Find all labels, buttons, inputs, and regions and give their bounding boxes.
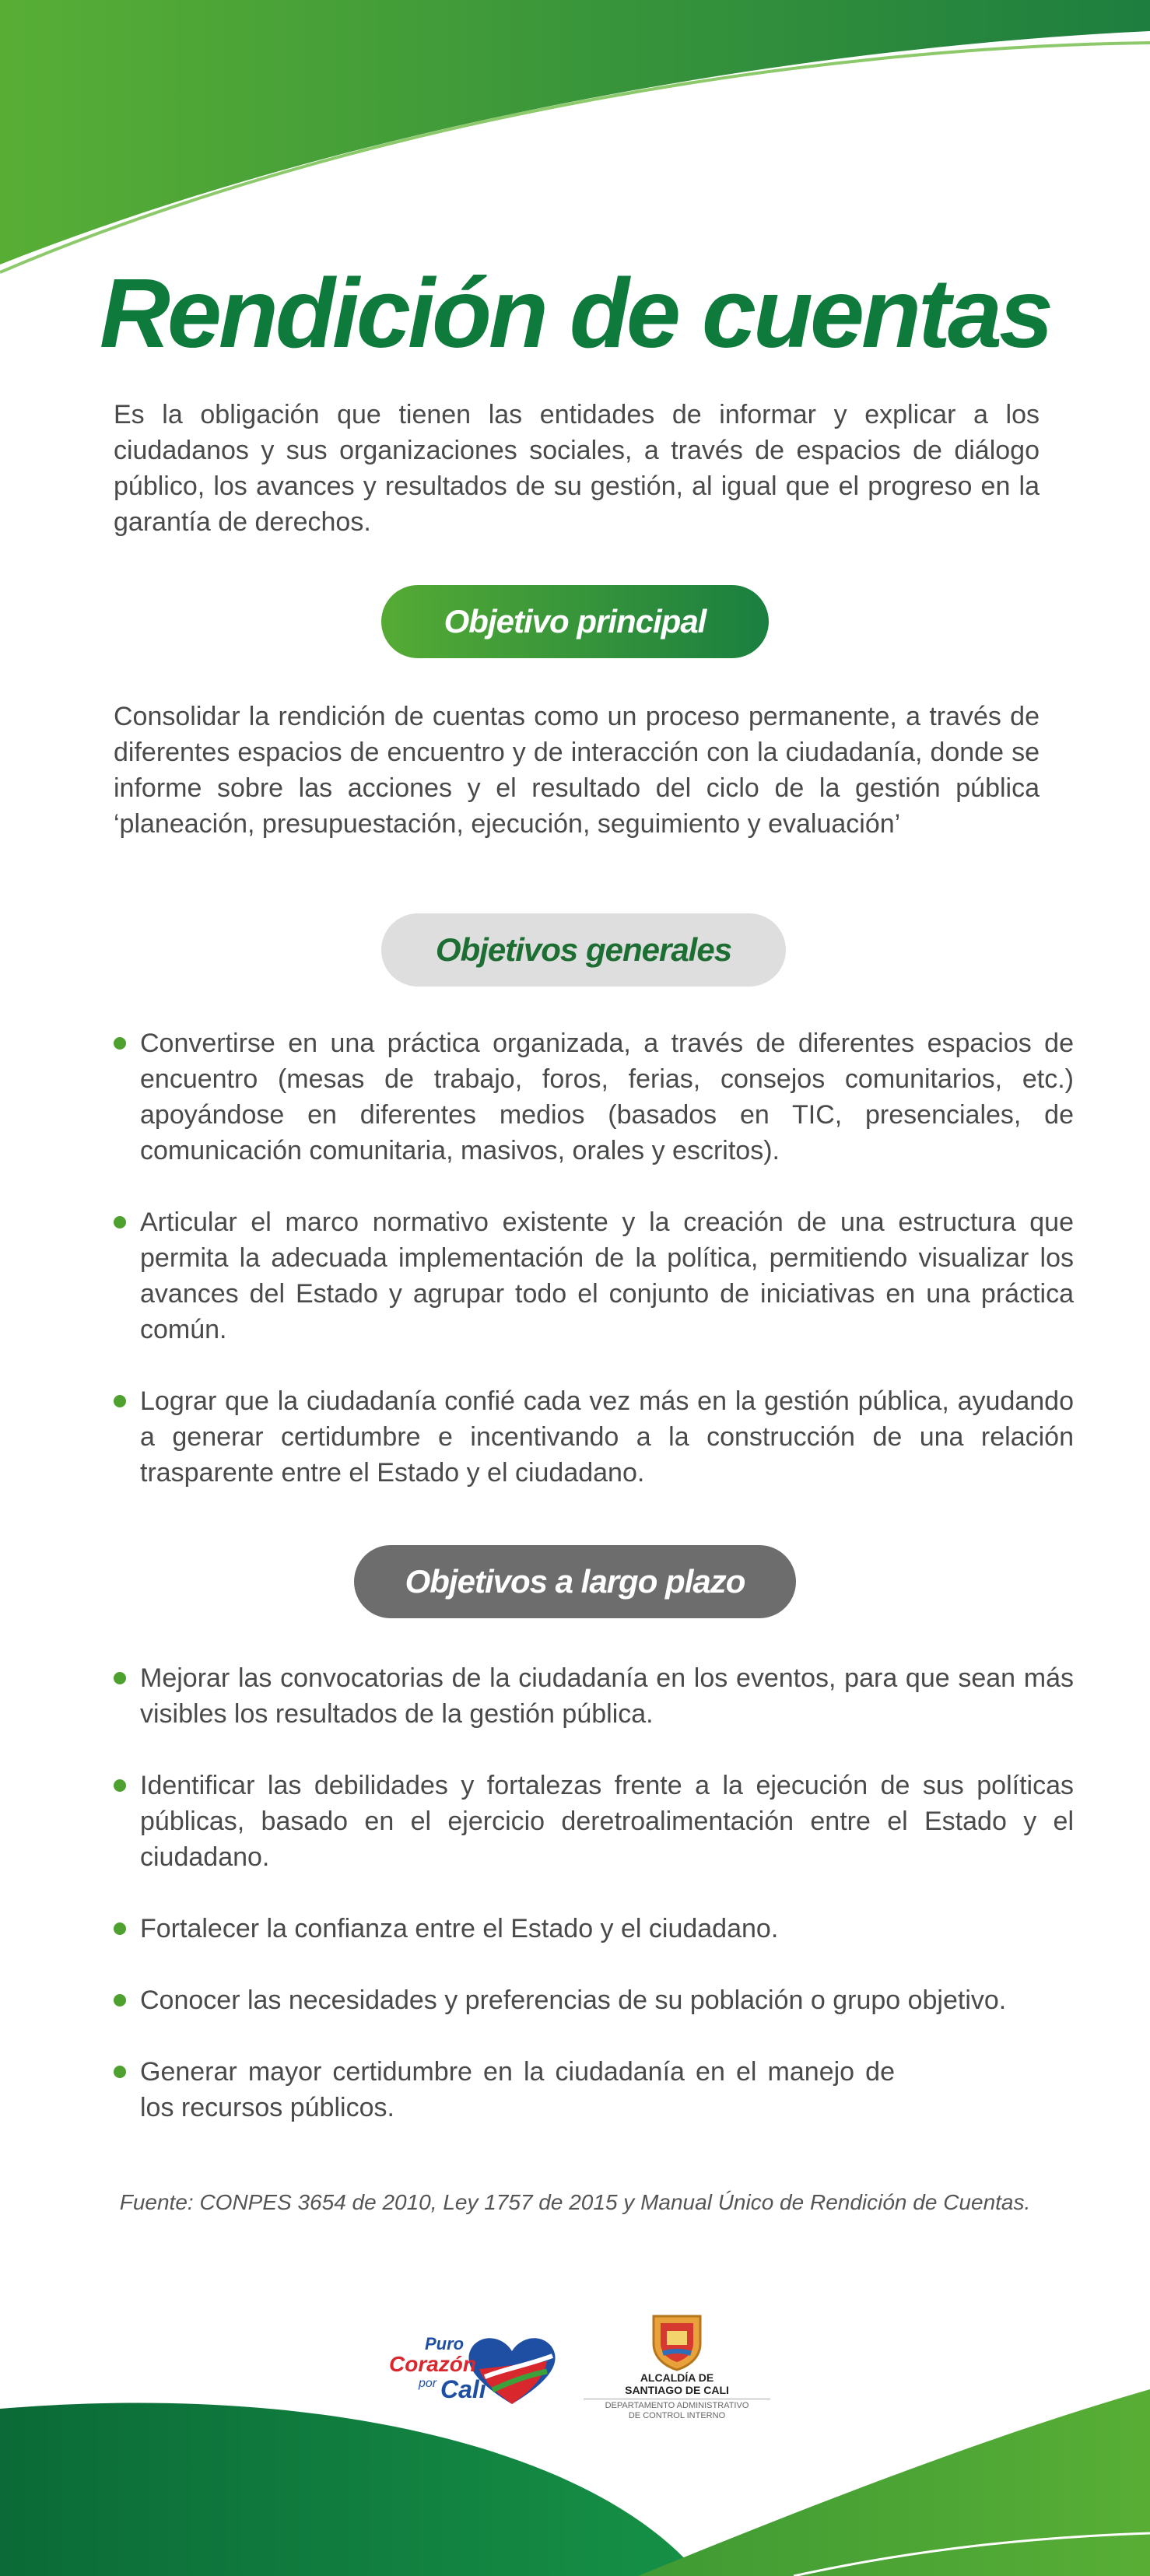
list-item [114,1911,1074,1947]
alcaldia-line-4: DE CONTROL INTERNO [628,2411,726,2420]
list-item-text: Articular el marco normativo existente y la creación de una estructura que permita la adecuada implementación de la política, permitiendo visualizar los avances del Estado y agrupar todo el conjunto de iniciativas en una práctica común. [140,1207,1074,1344]
alcaldia-line-1: ALCALDÍA DE [640,2371,714,2384]
source-citation: Fuente: CONPES 3654 de 2010, Ley 1757 de 2015 y Manual Único de Rendición de Cuentas. [119,2190,1031,2214]
logo-text-cali: Cali [440,2375,486,2403]
alcaldia-line-2: SANTIAGO DE CALI [625,2384,729,2396]
bullet-icon [114,1216,126,1228]
logo-text-corazon: Corazón [389,2352,476,2376]
bullet-icon [114,1922,126,1935]
coat-of-arms-icon [650,2312,704,2371]
list-item-text: Generar mayor certidumbre en la ciudadanía en el manejo de los recursos públicos. [140,2057,895,2122]
list-item [114,1768,1074,1875]
list-item-text: Convertirse en una práctica organizada, a través de diferentes espacios de encuentro (mesas de trabajo, foros, ferias, consejos comunitarios, etc.) apoyándose en diferentes medios (basados en TIC, presenciales, de comunicación comunitaria, masivos, orales y escritos). [140,1029,1074,1165]
bullet-icon [114,1779,126,1792]
bullet-icon [114,2066,126,2078]
list-item [114,1383,1074,1491]
logo-text-puro: Puro [425,2334,465,2353]
heading-objetivos-generales: Objetivos generales [381,913,786,987]
list-item-text: Identificar las debilidades y fortalezas frente a la ejecución de sus políticas públicas, basado en el ejercicio deretroalimentación entre el Estado y el ciudadano. [140,1771,1074,1872]
list-item [114,1982,1074,2018]
intro-paragraph: Es la obligación que tienen las entidades de informar y explicar a los ciudadanos y sus organizaciones sociales, a través de espacios de diálogo público, los avances y resultados de su gestión, al igual que el progreso en la garantía de derechos. [114,400,1040,537]
heading-objetivo-principal: Objetivo principal [381,585,769,658]
list-item [114,2054,895,2126]
bullet-icon [114,1395,126,1407]
list-item-text: Fortalecer la confianza entre el Estado y el ciudadano. [140,1914,779,1943]
list-item [114,1660,1074,1732]
top-green-wave [0,0,1150,280]
bullet-icon [114,1037,126,1050]
list-item-text: Mejorar las convocatorias de la ciudadanía en los eventos, para que sean más visibles los resultados de la gestión pública. [140,1663,1074,1729]
objetivos-generales-list [114,1025,1074,1491]
objetivo-principal-text: Consolidar la rendición de cuentas como un proceso permanente, a través de diferentes espacios de encuentro y de interacción con la ciudadanía, donde se informe sobre las acciones y el resultado del ciclo de la gestión pública ‘planeación, presupuestación, ejecución, seguimiento y evaluación’ [114,702,1040,839]
objetivos-largo-plazo-list [114,1660,1074,2126]
page-title: Rendición de cuentas [99,258,1051,368]
list-item [114,1025,1074,1169]
logo-text-por: por [419,2377,437,2390]
bullet-icon [114,1994,126,2006]
puro-corazon-por-cali-logo [387,2326,566,2416]
bullet-icon [114,1672,126,1684]
list-item-text: Lograr que la ciudadanía confié cada vez más en la gestión pública, ayudando a generar certidumbre e incentivando a la construcción de una relación trasparente entre el Estado y el ciudadano. [140,1386,1074,1488]
alcaldia-cali-logo [584,2312,770,2421]
alcaldia-line-3: DEPARTAMENTO ADMINISTRATIVO [584,2399,770,2411]
list-item [114,1204,1074,1348]
heading-objetivos-largo-plazo: Objetivos a largo plazo [354,1545,796,1618]
bottom-green-wave [0,2343,1150,2576]
list-item-text: Conocer las necesidades y preferencias de su población o grupo objetivo. [140,1985,1007,2015]
